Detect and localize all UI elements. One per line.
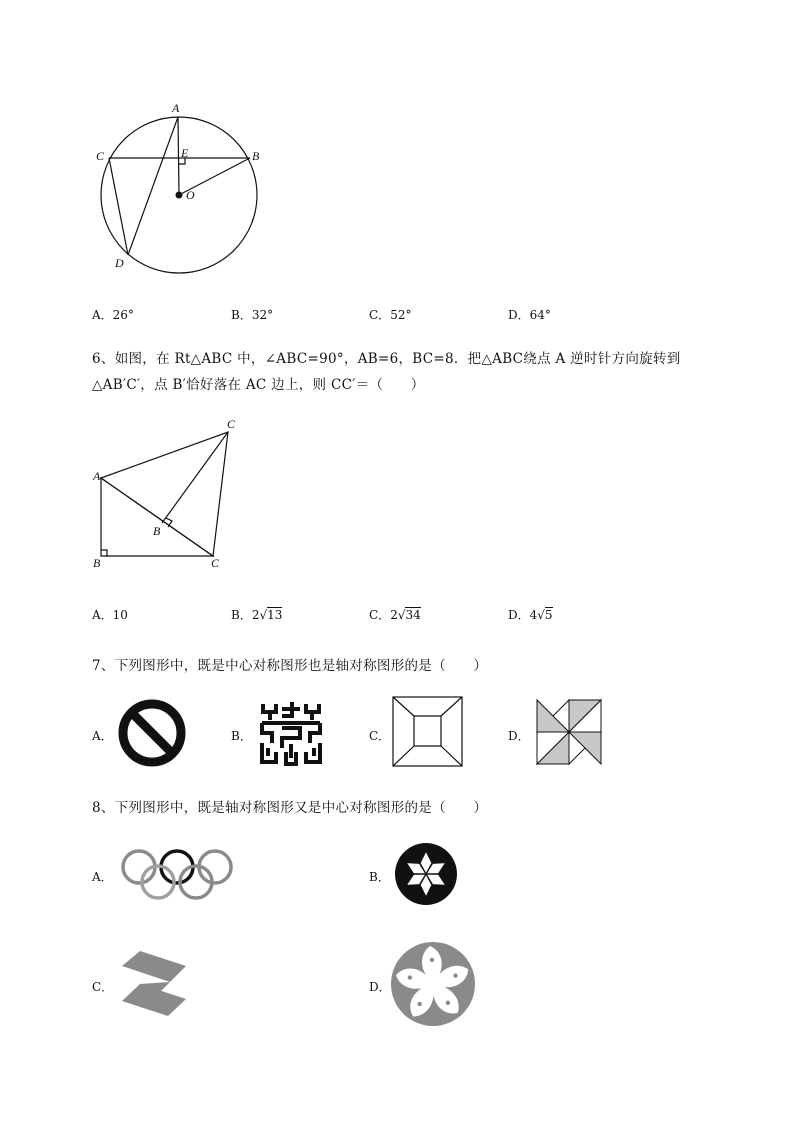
five-rings-icon <box>123 851 231 898</box>
label-o: O <box>186 188 195 202</box>
option-letter: C． <box>369 308 391 322</box>
q6-stem-line2: △AB′C′，点 B′恰好落在 AC 边上，则 CC′＝（ ） <box>92 377 425 393</box>
q6-stem-line1: 6、如图，在 Rt△ABC 中，∠ABC=90°，AB=6，BC=8．把△ABC绕点 A 逆时针方向旋转到 <box>92 351 681 367</box>
q8-option-a-letter[interactable]: A． <box>92 870 113 884</box>
sqrt-sign: √ <box>259 608 268 622</box>
q8-option-c-letter[interactable]: C． <box>92 980 114 994</box>
q7-option-d-letter[interactable]: D． <box>508 729 530 743</box>
label-c-prime: C <box>227 417 236 431</box>
q8-option-d-letter[interactable]: D． <box>369 980 391 994</box>
option-letter: D． <box>508 608 530 622</box>
q7-stem: 7、下列图形中，既是中心对称图形也是轴对称图形的是（ ） <box>92 658 488 674</box>
bauhinia-emblem-icon <box>391 942 475 1026</box>
s-logo-icon <box>122 951 186 1016</box>
q8-stem: 8、下列图形中，既是轴对称图形又是中心对称图形的是（ ） <box>92 800 488 816</box>
option-letter: A． <box>92 308 113 322</box>
q8-option-b-letter[interactable]: B． <box>369 870 390 884</box>
label-a: A <box>172 101 180 115</box>
q7-option-b-letter[interactable]: B． <box>231 729 252 743</box>
option-letter: A． <box>92 608 113 622</box>
option-text: 32° <box>251 308 274 322</box>
option-letter: C． <box>369 608 391 622</box>
option-text: 64° <box>529 308 551 322</box>
q7-option-a-letter[interactable]: A． <box>92 729 113 743</box>
label-b: B <box>93 556 101 570</box>
sqrt-sign: √ <box>537 608 545 622</box>
option-radicand: 13 <box>267 608 283 622</box>
sqrt-sign: √ <box>397 608 406 622</box>
option-radicand: 34 <box>405 608 421 622</box>
option-radicand: 5 <box>544 608 553 622</box>
option-text: 52° <box>390 308 412 322</box>
option-text: 10 <box>112 608 128 622</box>
hexagram-disc-icon <box>395 843 457 905</box>
option-letter: B． <box>231 308 252 322</box>
q7-option-c-letter[interactable]: C． <box>369 729 391 743</box>
option-letter: B． <box>231 608 252 622</box>
label-c: C <box>96 149 105 163</box>
label-c: C <box>211 556 220 570</box>
label-b: B <box>252 149 260 163</box>
label-a: A <box>93 469 101 483</box>
option-coefficient: 4 <box>529 608 538 622</box>
label-d: D <box>115 256 124 270</box>
option-coefficient: 2 <box>390 608 398 622</box>
label-e: E <box>181 146 189 160</box>
option-coefficient: 2 <box>251 608 260 622</box>
option-letter: D． <box>508 308 530 322</box>
label-b-prime: B <box>153 524 161 538</box>
option-text: 26° <box>112 308 134 322</box>
